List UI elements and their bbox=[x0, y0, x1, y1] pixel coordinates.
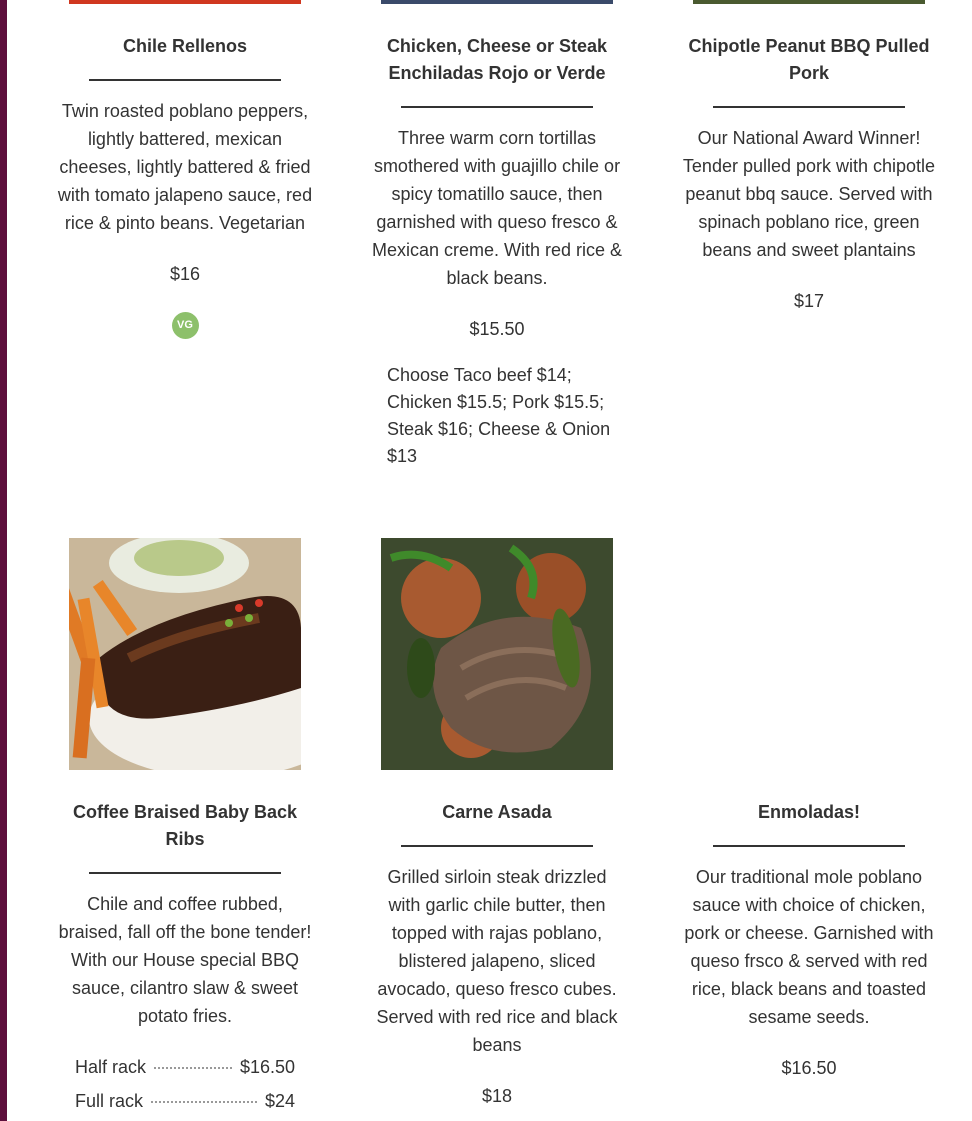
divider bbox=[401, 106, 593, 108]
ribs-photo bbox=[69, 538, 301, 770]
item-price: $18 bbox=[481, 1086, 513, 1106]
item-description: Chile and coffee rubbed, braised, fall off the bone tender! With our House special BBQ sauce, cilantro slaw & sweet potato fries. bbox=[58, 894, 312, 1026]
menu-item-carne-asada bbox=[367, 799, 627, 1109]
price-value: $24 bbox=[264, 1091, 295, 1111]
full-rack-row bbox=[75, 1084, 295, 1118]
item-price: $16.50 bbox=[781, 1058, 837, 1078]
divider bbox=[713, 845, 905, 847]
divider bbox=[89, 79, 281, 81]
menu-item-enchiladas bbox=[367, 33, 627, 342]
item-description: Twin roasted poblano peppers, lightly battered, mexican cheeses, lightly battered & fried with tomato jalapeno sauce, red rice & pinto beans. Vegetarian bbox=[57, 101, 313, 233]
item-title: Chipotle Peanut BBQ Pulled Pork bbox=[688, 36, 930, 83]
enchiladas-options-note: Choose Taco beef $14; Chicken $15.5; Pork $15.5; Steak $16; Cheese & Onion $13 bbox=[387, 365, 611, 466]
item-title: Carne Asada bbox=[442, 802, 552, 822]
item-price: $15.50 bbox=[469, 319, 525, 339]
item-description: Our National Award Winner! Tender pulled pork with chipotle peanut bbq sauce. Served with spinach poblano rice, green beans and sweet plantains bbox=[682, 128, 936, 260]
item-price: $16 bbox=[169, 264, 201, 284]
price-label: Full rack bbox=[75, 1091, 144, 1111]
divider bbox=[89, 872, 281, 874]
menu-item-pulled-pork bbox=[679, 33, 939, 314]
item-title: Enmoladas! bbox=[757, 802, 861, 822]
menu-item-chile-rellenos bbox=[55, 33, 315, 339]
half-rack-row bbox=[75, 1050, 295, 1084]
item-description: Grilled sirloin steak drizzled with garlic chile butter, then topped with rajas poblano, blistered jalapeno, sliced avocado, queso fresco cubes. Served with red rice and black beans bbox=[376, 867, 618, 1055]
divider bbox=[401, 845, 593, 847]
divider bbox=[713, 106, 905, 108]
enchiladas-photo-edge bbox=[381, 0, 613, 4]
price-label: Half rack bbox=[75, 1057, 147, 1077]
item-description: Three warm corn tortillas smothered with guajillo chile or spicy tomatillo sauce, then garnished with queso fresco & Mexican creme. With red rice & black beans. bbox=[371, 128, 623, 288]
item-title: Chile Rellenos bbox=[122, 36, 248, 56]
menu-item-ribs bbox=[55, 799, 315, 1118]
chile-rellenos-photo-edge bbox=[69, 0, 301, 4]
item-title: Coffee Braised Baby Back Ribs bbox=[72, 802, 298, 849]
item-description: Our traditional mole poblano sauce with choice of chicken, pork or cheese. Garnished with queso frsco & served with red rice, black beans and toasted sesame seeds. bbox=[684, 867, 934, 1027]
menu-item-enmoladas bbox=[679, 799, 939, 1081]
rack-price-list bbox=[55, 1050, 315, 1118]
carne-asada-photo bbox=[381, 538, 613, 770]
item-price: $17 bbox=[793, 291, 825, 311]
dot-leader bbox=[154, 1067, 232, 1069]
item-title: Chicken, Cheese or Steak Enchiladas Rojo or Verde bbox=[386, 36, 608, 83]
pulled-pork-photo-edge bbox=[693, 0, 925, 4]
vegetarian-badge-icon: VG bbox=[172, 312, 199, 339]
left-accent-bar bbox=[0, 0, 7, 1121]
price-value: $16.50 bbox=[239, 1057, 295, 1077]
dot-leader bbox=[151, 1101, 257, 1103]
